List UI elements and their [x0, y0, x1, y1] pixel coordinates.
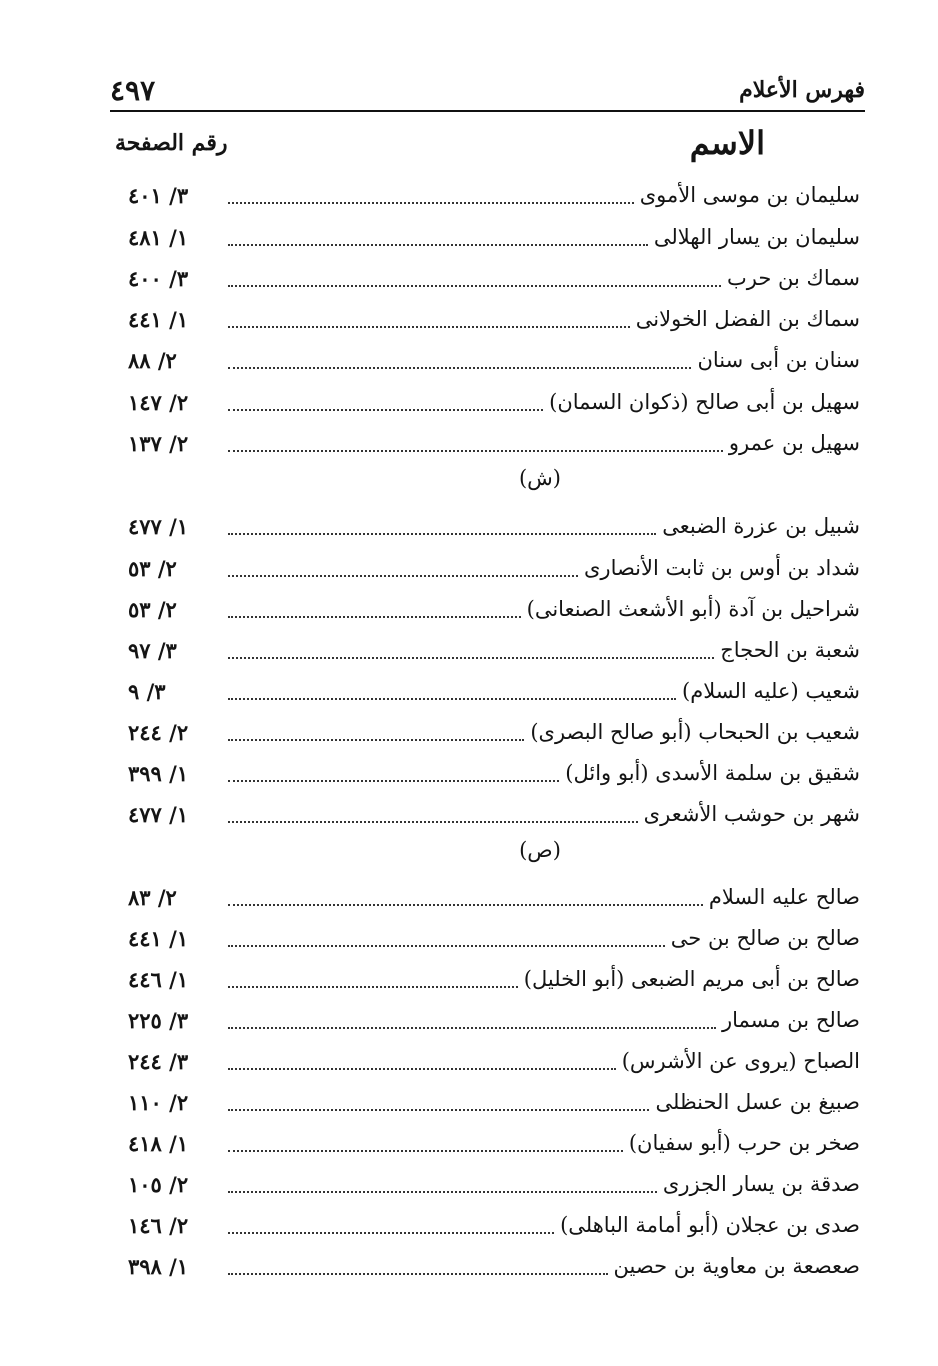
entry-page-reference: ١/ ٤٧٧: [128, 801, 189, 827]
entry-page-reference: ٣/ ٢٤٤: [128, 1048, 189, 1074]
entry-page-reference: ٣/ ٢٢٥: [128, 1007, 189, 1033]
dot-leader: [228, 1027, 716, 1029]
index-entry: [110, 1123, 860, 1163]
entry-name: سهيل بن أبى صالح (ذكوان السمان): [549, 390, 860, 414]
dot-leader: [228, 1232, 554, 1234]
index-entry: [110, 506, 860, 546]
entry-name: صعصعة بن معاوية بن حصين: [613, 1254, 860, 1278]
index-entry: [110, 1000, 860, 1040]
dot-leader: [228, 698, 676, 700]
entry-page-reference: ٢/ ٥٣: [128, 596, 177, 622]
index-entry: [110, 1246, 860, 1286]
dot-leader: [228, 1191, 657, 1193]
entry-name: شهر بن حوشب الأشعرى: [643, 802, 860, 826]
entry-name: صالح بن مسمار: [721, 1008, 860, 1032]
entry-page-reference: ٣/ ٩: [128, 678, 166, 704]
index-entry: [110, 794, 860, 834]
dot-leader: [228, 285, 721, 287]
section-letter-heading: (ص): [519, 838, 561, 862]
index-entry: [110, 217, 860, 257]
entry-page-reference: ١/ ٤٧٧: [128, 513, 189, 539]
dot-leader: [228, 202, 634, 204]
dot-leader: [228, 450, 723, 452]
dot-leader: [228, 409, 543, 411]
index-entry: [110, 340, 860, 380]
index-entry: [110, 959, 860, 999]
dot-leader: [228, 986, 518, 988]
entry-name: صبيغ بن عسل الحنظلى: [655, 1090, 860, 1114]
dot-leader: [228, 1109, 649, 1111]
dot-leader: [228, 326, 630, 328]
dot-leader: [228, 1273, 608, 1275]
entry-page-reference: ٢/ ١٤٧: [128, 389, 189, 415]
entry-name: شبيل بن عزرة الضبعى: [662, 514, 860, 538]
dot-leader: [228, 244, 648, 246]
dot-leader: [228, 739, 524, 741]
entry-page-reference: ٢/ ٨٨: [128, 347, 177, 373]
index-entry: [110, 382, 860, 422]
entry-page-reference: ٢/ ١٠٥: [128, 1171, 189, 1197]
index-entry: [110, 258, 860, 298]
index-entry: [110, 918, 860, 958]
dot-leader: [228, 533, 656, 535]
index-entry: [110, 877, 860, 917]
entry-name: صدقة بن يسار الجزرى: [662, 1172, 860, 1196]
entry-name: الصباح (يروى عن الأشرس): [621, 1049, 860, 1073]
entry-name: صدى بن عجلان (أبو أمامة الباهلى): [560, 1213, 860, 1237]
entry-page-reference: ١/ ٣٩٩: [128, 760, 189, 786]
entry-page-reference: ٢/ ١١٠: [128, 1089, 189, 1115]
entry-page-reference: ٢/ ١٤٦: [128, 1212, 189, 1238]
entry-name: شعيب (عليه السلام): [682, 679, 860, 703]
entry-name: شعبة بن الحجاج: [720, 638, 860, 662]
dot-leader: [228, 657, 714, 659]
index-entry: [110, 423, 860, 463]
index-title: فهرس الأعلام: [739, 77, 865, 103]
entry-name: سليمان بن يسار الهلالى: [653, 225, 860, 249]
entry-page-reference: ١/ ٣٩٨: [128, 1253, 189, 1279]
entry-page-reference: ١/ ٤١٨: [128, 1130, 189, 1156]
entry-name: شعيب بن الحبحاب (أبو صالح البصرى): [530, 720, 860, 744]
section-letter-heading: (ش): [518, 466, 562, 490]
entry-page-reference: ١/ ٤٤٦: [128, 966, 189, 992]
entry-name: شقيق بن سلمة الأسدى (أبو وائل): [565, 761, 860, 785]
name-column-heading: الاسم: [689, 124, 765, 162]
dot-leader: [228, 1150, 623, 1152]
entry-page-reference: ٢/ ٢٤٤: [128, 719, 189, 745]
entry-page-reference: ٣/ ٩٧: [128, 637, 177, 663]
dot-leader: [228, 1068, 616, 1070]
index-entry: [110, 753, 860, 793]
entry-name: صخر بن حرب (أبو سفيان): [628, 1131, 860, 1155]
index-entry: [110, 1164, 860, 1204]
entry-page-reference: ٢/ ٨٣: [128, 884, 177, 910]
entry-name: سهيل بن عمرو: [728, 431, 860, 455]
index-entry: [110, 175, 860, 215]
entry-name: سماك بن حرب: [727, 266, 860, 290]
entry-page-reference: ١/ ٤٨١: [128, 224, 189, 250]
index-entry: [110, 299, 860, 339]
entry-name: شراحيل بن آدة (أبو الأشعث الصنعانى): [526, 597, 860, 621]
dot-leader: [228, 945, 665, 947]
entry-page-reference: ١/ ٤٤١: [128, 306, 189, 332]
entry-name: صالح بن صالح بن حى: [670, 926, 860, 950]
dot-leader: [228, 575, 578, 577]
entry-name: شداد بن أوس بن ثابت الأنصارى: [583, 556, 860, 580]
entry-page-reference: ٢/ ٥٣: [128, 555, 177, 581]
index-entry: [110, 548, 860, 588]
dot-leader: [228, 780, 559, 782]
page-column-heading: رقم الصفحة: [115, 130, 228, 156]
index-entry: [110, 1205, 860, 1245]
entry-page-reference: ٣/ ٤٠١: [128, 182, 189, 208]
entry-page-reference: ٣/ ٤٠٠: [128, 265, 189, 291]
entry-name: صالح بن أبى مريم الضبعى (أبو الخليل): [523, 967, 860, 991]
entry-name: سليمان بن موسى الأموى: [639, 183, 860, 207]
index-entry: [110, 712, 860, 752]
index-entry: [110, 589, 860, 629]
index-entry: [110, 630, 860, 670]
dot-leader: [228, 616, 521, 618]
dot-leader: [228, 367, 691, 369]
entry-name: سنان بن أبى سنان: [697, 348, 860, 372]
dot-leader: [228, 904, 703, 906]
dot-leader: [228, 821, 638, 823]
entry-page-reference: ٢/ ١٣٧: [128, 430, 189, 456]
index-entry: [110, 1041, 860, 1081]
index-entry: [110, 671, 860, 711]
page-number: ٤٩٧: [110, 73, 156, 107]
entry-page-reference: ١/ ٤٤١: [128, 925, 189, 951]
entry-name: صالح عليه السلام: [708, 885, 860, 909]
entry-name: سماك بن الفضل الخولانى: [635, 307, 860, 331]
index-entry: [110, 1082, 860, 1122]
